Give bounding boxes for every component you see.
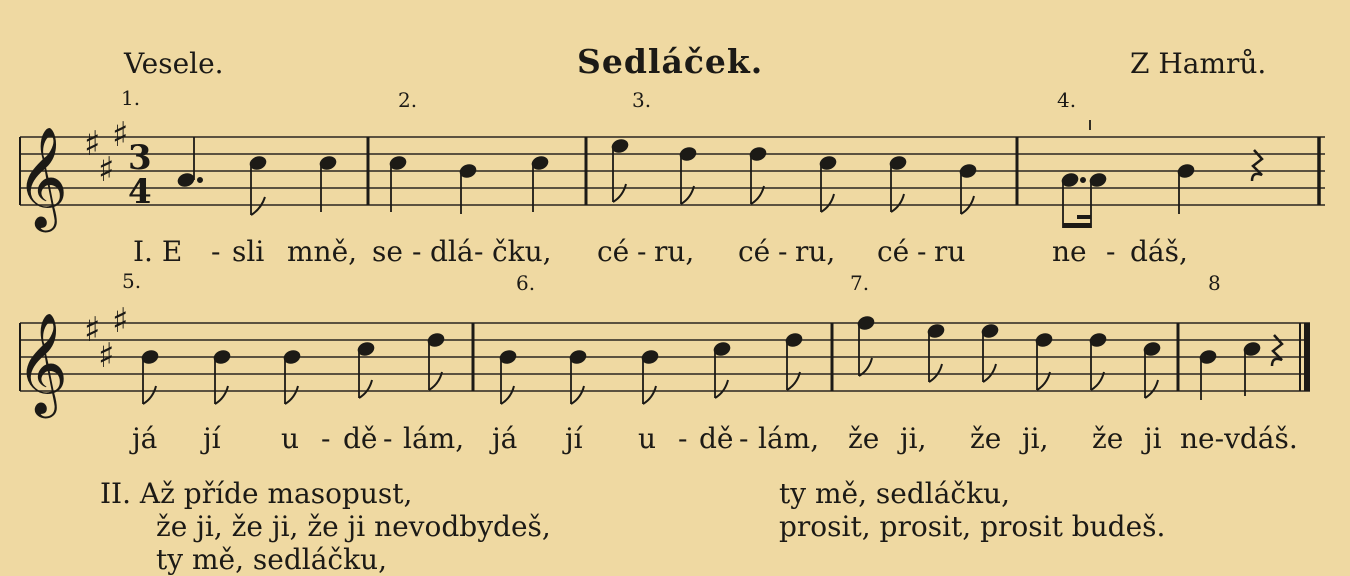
lyric-hyphen: - [778,235,788,268]
lyric-syllable: že [1092,422,1124,455]
svg-text:♯: ♯ [98,150,115,190]
lyric-syllable: jí [565,422,583,455]
song-origin: Z Hamrů. [1130,47,1267,80]
staff-lines-1 [20,137,1325,205]
lyric-hyphen: - [321,422,331,455]
lyric-syllable: ne-vdáš. [1180,422,1298,455]
key-signature-1 [84,115,128,190]
lyric-syllable: ru, [795,235,836,268]
lyric-syllable: ji, [1022,422,1049,455]
svg-text:♯: ♯ [98,336,115,376]
lyric-syllable: dě [343,422,378,455]
lyric-syllable: dě [699,422,734,455]
measure-number-6: 6. [516,271,536,295]
lyric-syllable: cé [597,235,630,268]
lyric-syllable: sli [232,235,265,268]
lyric-hyphen: - [678,422,688,455]
lyric-syllable: já [132,422,158,455]
lyric-syllable: u [638,422,657,455]
verse-line: II. Až příde masopust, [100,477,413,510]
lyric-syllable: že [848,422,880,455]
measure-number-5: 5. [122,269,142,293]
lyric-syllable: se [372,235,403,268]
treble-clef-icon: 𝄞 [16,125,69,228]
measure-number-2: 2. [398,88,418,112]
lyric-syllable: že [970,422,1002,455]
lyric-hyphen: - [412,235,422,268]
lyric-syllable: ji, [900,422,927,455]
lyric-hyphen: - [211,235,221,268]
lyric-syllable: ne [1052,235,1087,268]
verse-line: ty mě, sedláčku, [779,477,1010,510]
lyric-hyphen: - [739,422,749,455]
measure-number-1: 1. [121,86,141,110]
staff-lines-2 [20,323,1310,391]
verse-line: že ji, že ji, že ji nevodbydeš, [156,510,551,543]
lyric-syllable: já [492,422,518,455]
treble-clef-icon: 𝄞 [16,311,69,414]
verse-line: ty mě, sedláčku, [156,543,387,576]
lyric-syllable: ru [934,235,966,268]
measure-number-8: 8 [1208,271,1221,295]
lyric-syllable: ru, [654,235,695,268]
measure-number-3: 3. [632,88,652,112]
lyric-syllable: jí [203,422,221,455]
lyric-syllable: u [281,422,300,455]
verse-line: prosit, prosit, prosit budeš. [779,510,1166,543]
lyric-hyphen: - [383,422,393,455]
lyric-syllable: cé [877,235,910,268]
lyric-hyphen: - [474,235,484,268]
lyric-syllable: I. E [133,235,183,268]
svg-text:♯: ♯ [112,301,129,341]
measure-number-4: 4. [1057,88,1077,112]
lyric-syllable: dlá [430,235,474,268]
lyric-hyphen: - [917,235,927,268]
lyric-syllable: mně, [287,235,358,268]
svg-text:♯: ♯ [84,124,101,164]
time-signature-bottom: 4 [128,172,152,212]
lyric-syllable: lám, [758,422,820,455]
lyric-hyphen: - [637,235,647,268]
lyric-hyphen: - [1106,235,1116,268]
svg-text:♯: ♯ [112,115,129,155]
lyric-syllable: lám, [403,422,465,455]
tempo-marking: Vesele. [124,47,224,80]
measure-number-7: 7. [850,271,870,295]
svg-text:♯: ♯ [84,310,101,350]
song-title: Sedláček. [577,42,764,81]
lyric-syllable: dáš, [1130,235,1188,268]
lyric-syllable: čku, [492,235,552,268]
lyric-syllable: ji [1144,422,1162,455]
time-signature-top: 3 [128,138,152,178]
key-signature-2 [84,301,128,376]
lyric-syllable: cé [738,235,771,268]
